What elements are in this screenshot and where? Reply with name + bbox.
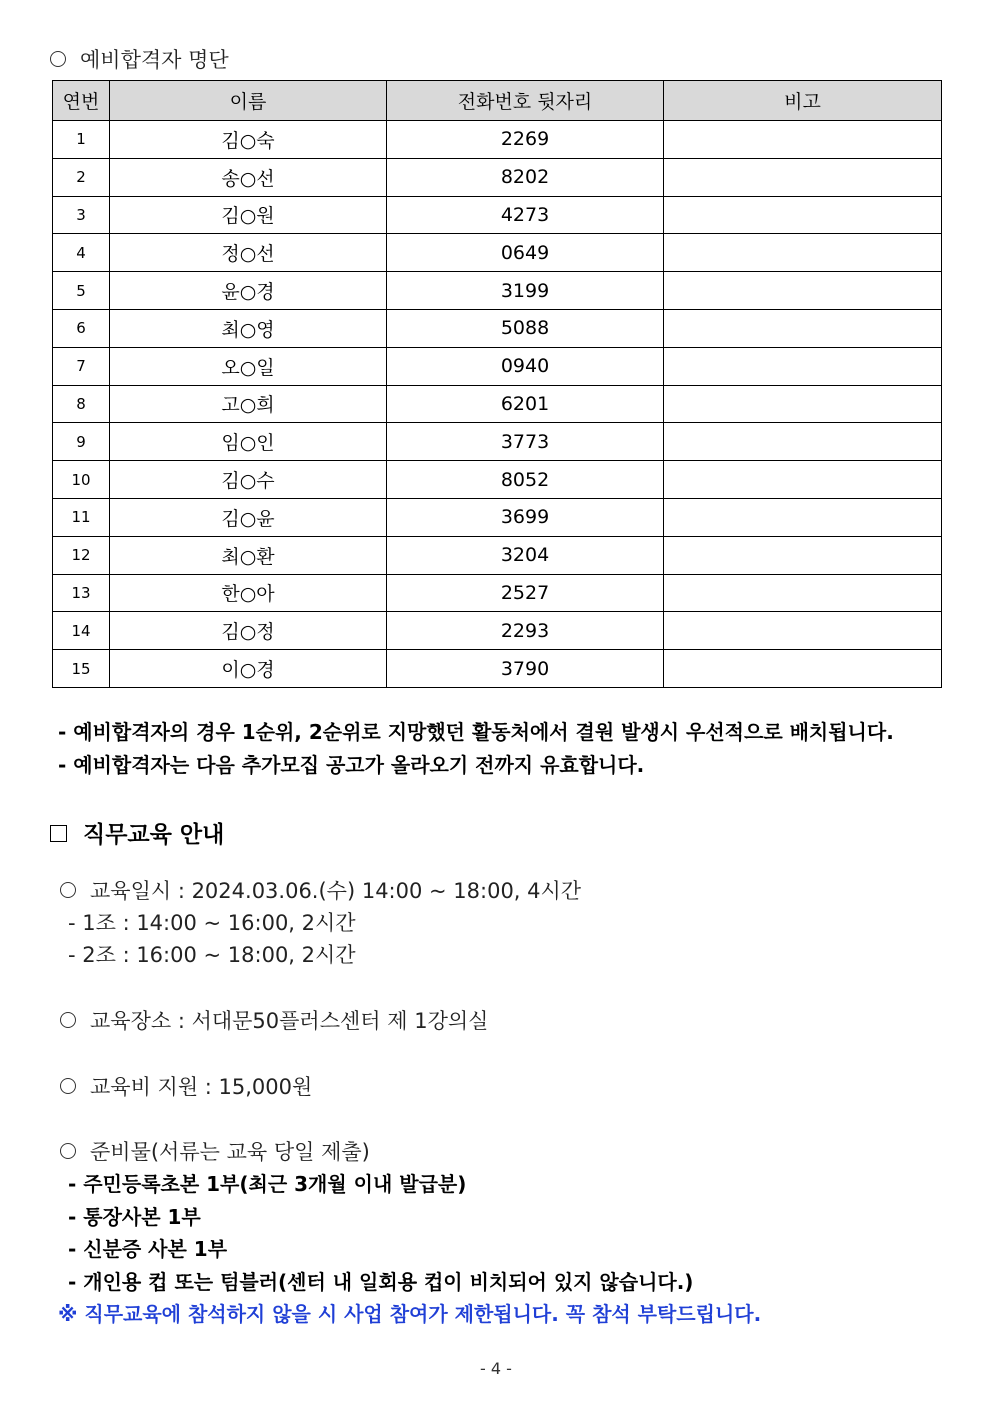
row-phone: 3199 — [387, 272, 664, 310]
waitlist-note-2: - 예비합격자는 다음 추가모집 공고가 올라오기 전까지 유효합니다. — [58, 753, 645, 777]
row-number: 12 — [53, 536, 110, 574]
row-note — [664, 347, 942, 385]
row-note — [664, 121, 942, 159]
attendance-warning: ※ 직무교육에 참석하지 않을 시 사업 참여가 제한됩니다. 꼭 참석 부탁드립니다. — [58, 1302, 762, 1326]
table-row — [53, 347, 942, 385]
training-location: 교육장소 : 서대문50플러스센터 제 1강의실 — [60, 1005, 488, 1035]
circle-bullet-icon — [50, 51, 66, 67]
training-heading: 직무교육 안내 — [50, 816, 224, 849]
row-phone: 3773 — [387, 423, 664, 461]
row-note — [664, 574, 942, 612]
row-name: 김○수 — [110, 461, 387, 499]
materials-item: - 주민등록초본 1부(최근 3개월 이내 발급분) — [68, 1172, 467, 1196]
row-note — [664, 612, 942, 650]
row-number: 14 — [53, 612, 110, 650]
materials-heading: 준비물(서류는 교육 당일 제출) — [60, 1136, 370, 1166]
waitlist-note-1: - 예비합격자의 경우 1순위, 2순위로 지망했던 활동처에서 결원 발생시 우선적으로 배치됩니다. — [58, 720, 894, 744]
table-row — [53, 574, 942, 612]
table-row — [53, 498, 942, 536]
circle-bullet-icon — [60, 1078, 76, 1094]
row-phone: 8202 — [387, 158, 664, 196]
training-datetime: 교육일시 : 2024.03.06.(수) 14:00 ~ 18:00, 4시간 — [60, 875, 581, 905]
row-phone: 2293 — [387, 612, 664, 650]
row-note — [664, 309, 942, 347]
table-row — [53, 536, 942, 574]
row-name: 임○인 — [110, 423, 387, 461]
materials-item: - 개인용 컵 또는 텀블러(센터 내 일회용 컵이 비치되어 있지 않습니다.) — [68, 1270, 694, 1294]
training-group-2: - 2조 : 16:00 ~ 18:00, 2시간 — [68, 943, 356, 967]
row-name: 윤○경 — [110, 272, 387, 310]
table-row — [53, 423, 942, 461]
row-name: 최○환 — [110, 536, 387, 574]
row-number: 4 — [53, 234, 110, 272]
table-row — [53, 461, 942, 499]
row-note — [664, 158, 942, 196]
training-group-1: - 1조 : 14:00 ~ 16:00, 2시간 — [68, 911, 356, 935]
column-header-name: 이름 — [110, 81, 387, 121]
column-header-number: 연번 — [53, 81, 110, 121]
waitlist-heading: 예비합격자 명단 — [50, 44, 229, 74]
table-row — [53, 121, 942, 159]
row-number: 13 — [53, 574, 110, 612]
row-number: 8 — [53, 385, 110, 423]
page-number: - 4 - — [480, 1359, 512, 1378]
row-name: 오○일 — [110, 347, 387, 385]
circle-bullet-icon — [60, 1012, 76, 1028]
materials-item: - 통장사본 1부 — [68, 1205, 201, 1229]
table-header-row — [53, 81, 942, 121]
circle-bullet-icon — [60, 1143, 76, 1159]
row-name: 최○영 — [110, 309, 387, 347]
row-name: 정○선 — [110, 234, 387, 272]
training-fee: 교육비 지원 : 15,000원 — [60, 1071, 312, 1101]
row-name: 김○윤 — [110, 498, 387, 536]
row-number: 7 — [53, 347, 110, 385]
table-row — [53, 158, 942, 196]
row-number: 10 — [53, 461, 110, 499]
row-note — [664, 650, 942, 688]
row-name: 이○경 — [110, 650, 387, 688]
row-name: 김○정 — [110, 612, 387, 650]
row-number: 9 — [53, 423, 110, 461]
square-bullet-icon — [50, 825, 67, 842]
circle-bullet-icon — [60, 882, 76, 898]
table-row — [53, 309, 942, 347]
row-phone: 8052 — [387, 461, 664, 499]
row-phone: 4273 — [387, 196, 664, 234]
row-note — [664, 536, 942, 574]
row-phone: 0940 — [387, 347, 664, 385]
row-note — [664, 272, 942, 310]
row-phone: 3204 — [387, 536, 664, 574]
row-note — [664, 385, 942, 423]
row-number: 3 — [53, 196, 110, 234]
table-row — [53, 650, 942, 688]
row-phone: 3790 — [387, 650, 664, 688]
row-number: 6 — [53, 309, 110, 347]
row-number: 1 — [53, 121, 110, 159]
row-number: 5 — [53, 272, 110, 310]
row-note — [664, 234, 942, 272]
row-number: 11 — [53, 498, 110, 536]
waitlist-table — [52, 80, 942, 688]
table-row — [53, 272, 942, 310]
row-phone: 3699 — [387, 498, 664, 536]
row-note — [664, 423, 942, 461]
row-note — [664, 196, 942, 234]
row-note — [664, 498, 942, 536]
row-number: 15 — [53, 650, 110, 688]
table-row — [53, 385, 942, 423]
table-row — [53, 196, 942, 234]
materials-item: - 신분증 사본 1부 — [68, 1237, 228, 1261]
row-phone: 2269 — [387, 121, 664, 159]
row-name: 김○원 — [110, 196, 387, 234]
column-header-phone: 전화번호 뒷자리 — [387, 81, 664, 121]
row-name: 김○숙 — [110, 121, 387, 159]
row-number: 2 — [53, 158, 110, 196]
row-phone: 2527 — [387, 574, 664, 612]
row-phone: 6201 — [387, 385, 664, 423]
row-note — [664, 461, 942, 499]
row-phone: 0649 — [387, 234, 664, 272]
row-phone: 5088 — [387, 309, 664, 347]
row-name: 송○선 — [110, 158, 387, 196]
column-header-note: 비고 — [664, 81, 942, 121]
table-row — [53, 612, 942, 650]
table-row — [53, 234, 942, 272]
row-name: 한○아 — [110, 574, 387, 612]
row-name: 고○희 — [110, 385, 387, 423]
